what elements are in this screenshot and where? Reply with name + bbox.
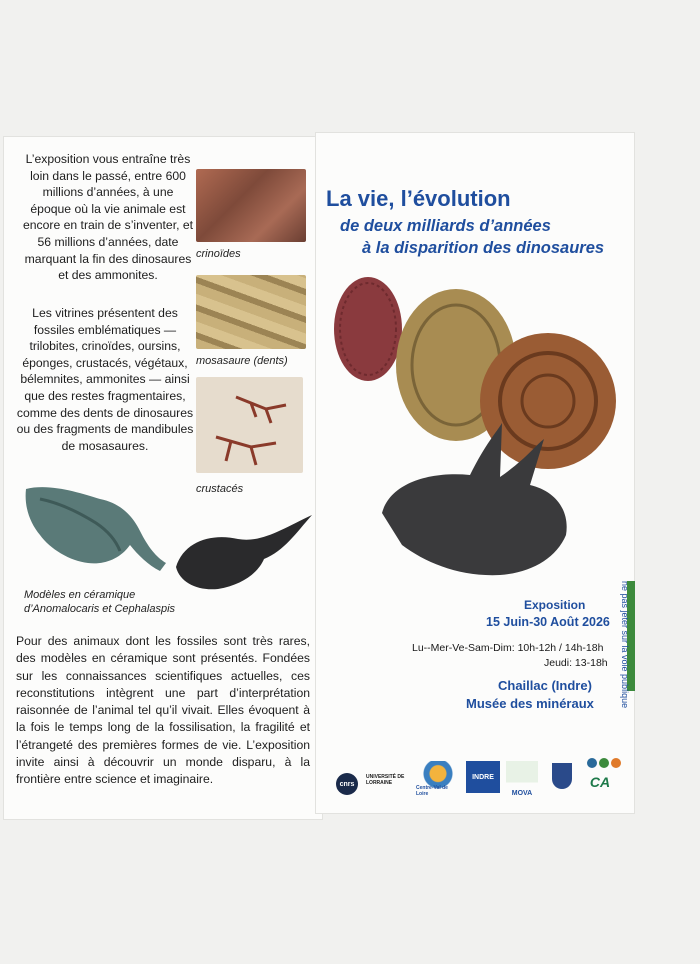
- indre-logo: INDRE: [466, 761, 500, 793]
- intro-text: L’exposition vous entraîne très loin dans le passé, entre 600 millions d’années, à une époque où la vie animale est encore en train de s’inventer, et 56 millions d’années, date marquant la fin des dinosaures et des ammonites.: [22, 152, 194, 283]
- crustacean-drawing: [196, 377, 303, 473]
- ceramic-models-paragraph: Pour des animaux dont les fossiles sont très rares, des modèles en céramique sont présentés. Fondées sur les connaissances scientifiques actuelles, ces reconstitutions intègrent une part d’interprétation raisonnée de l’animal tel qu’il vivait. Elles évoquent à la fois le temps long de la fossilisation, la fragilité et l’étrangeté des premières formes de vie. L’exposition invite ainsi à découvrir un monde disparu, à la frontière entre science et imaginaire.: [16, 634, 310, 787]
- anomalocaris-model-image: [20, 479, 168, 591]
- opening-hours-thursday: Jeudi: 13-18h: [544, 657, 608, 669]
- right-panel: [315, 132, 635, 814]
- vitrines-text: Les vitrines présentent des fossiles emblématiques — trilobites, crinoïdes, oursins, éponges, crustacés, végétaux, bélemnites, ammonites — ainsi que des restes fragmentaires, comme des dents de dinosaures ou des fragments de mandibules de mosasaures.: [16, 306, 194, 453]
- crest-logo: [552, 763, 572, 789]
- location-city: Chaillac (Indre): [498, 678, 592, 693]
- brochure-subtitle-line2: à la disparition des dinosaures: [362, 239, 605, 257]
- museum-name: Musée des minéraux: [466, 696, 594, 711]
- centre-val-de-loire-logo: Centre-Val de Loire: [416, 761, 460, 797]
- cephalaspis-model-image: [172, 511, 314, 593]
- brochure-title: La vie, l’évolution: [326, 186, 511, 211]
- exhibition-label: Exposition: [524, 598, 586, 612]
- left-panel: [3, 136, 323, 820]
- opening-hours-days: Lu--Mer-Ve-Sam-Dim: 10h-12h / 14h-18h: [412, 642, 604, 654]
- caption-modeles-2: d’Anomalocaris et Cephalaspis: [24, 603, 176, 615]
- universite-lorraine-logo: UNIVERSITÉ DE LORRAINE: [366, 774, 405, 786]
- caption-mosasaure: mosasaure (dents): [196, 355, 288, 367]
- exhibition-dates: 15 Juin-30 Août 2026: [486, 615, 610, 629]
- cnrs-logo: cnrs: [336, 773, 358, 795]
- caption-modeles-1: Modèles en céramique: [24, 589, 136, 601]
- brochure-subtitle-line1: de deux milliards d’années: [340, 217, 551, 235]
- caption-crustaces: crustacés: [196, 483, 244, 495]
- mova-logo: MOVA: [506, 761, 538, 797]
- mosasaur-teeth-photo: [196, 275, 306, 349]
- litter-notice: ne pas jeter sur la voie publique: [620, 581, 630, 709]
- crinoid-photo: [196, 169, 306, 242]
- fossil-collage-image: [330, 273, 620, 603]
- crustacean-photo: [196, 377, 303, 473]
- caption-crinoides: crinoïdes: [196, 248, 241, 260]
- mma-logo: [584, 757, 624, 769]
- credit-agricole-logo: CA: [589, 774, 611, 790]
